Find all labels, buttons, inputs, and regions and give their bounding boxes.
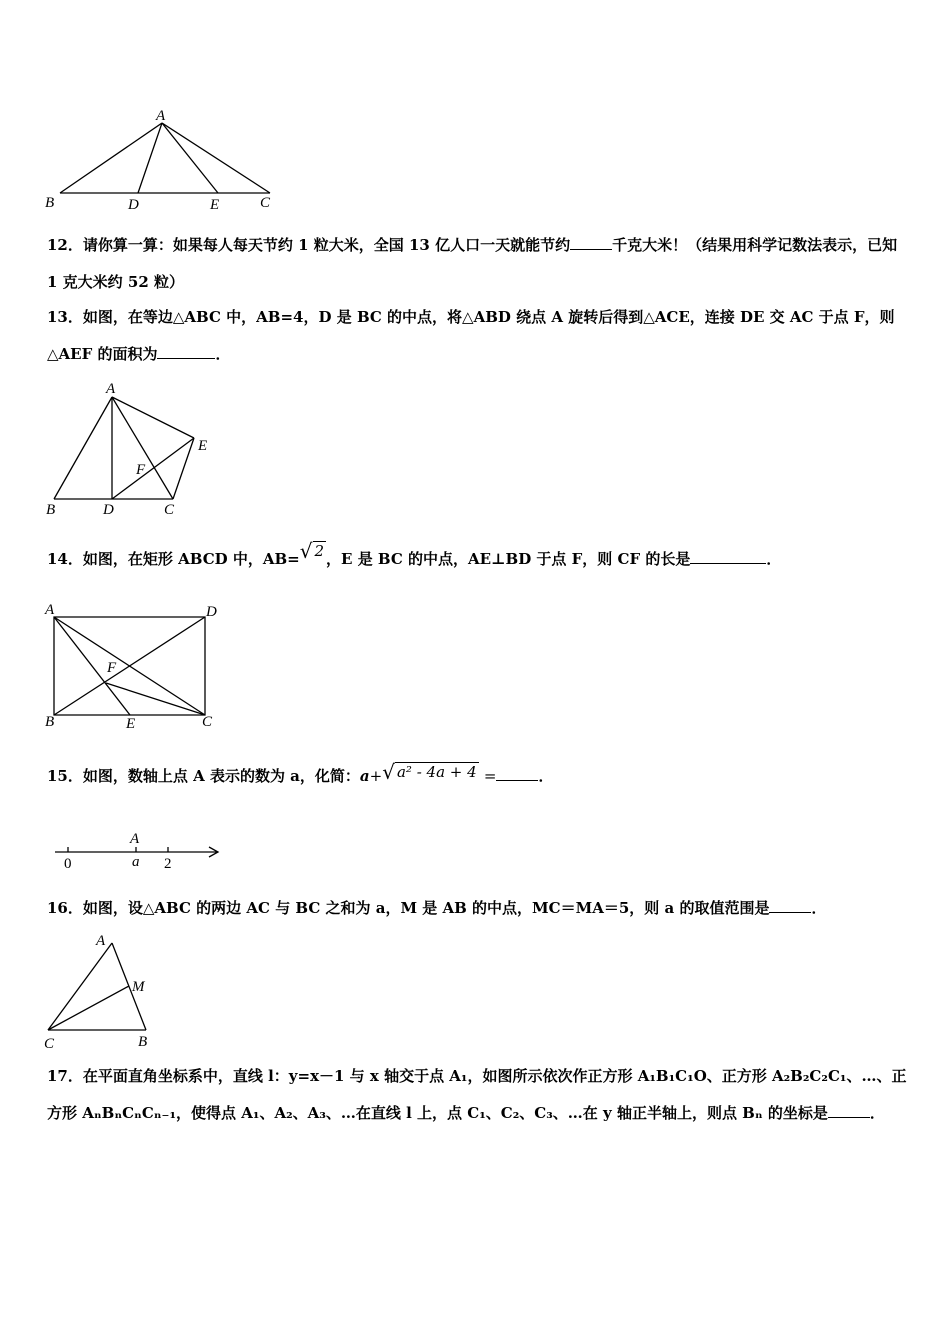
label-A: A	[96, 933, 106, 949]
label-M: M	[132, 979, 145, 995]
q16-number: 16．	[47, 899, 83, 917]
label-E: E	[126, 716, 136, 732]
label-C: C	[202, 714, 213, 730]
q14-text-3: ．	[766, 550, 782, 568]
label-F: F	[136, 462, 146, 478]
label-A: A	[45, 602, 55, 618]
q15-number: 15．	[47, 767, 83, 785]
label-A: A	[156, 108, 166, 124]
figure-triangle-abc-midpoint	[40, 928, 170, 1053]
label-B: B	[45, 714, 55, 730]
label-E: E	[198, 438, 208, 454]
label-C: C	[260, 195, 271, 211]
q13-text-1: 如图，在等边△ABC 中，AB=4，D 是 BC 的中点，将△ABD 绕点 A 旋转后得到△ACE，连接 DE 交 AC 于点 F，则△AEF 的面积为	[47, 308, 895, 363]
q14-text-1: 如图，在矩形 ABCD 中，AB=	[82, 550, 300, 568]
figure-number-line	[40, 828, 240, 878]
q17-text-2: ．	[869, 1104, 885, 1122]
question-17	[47, 1058, 907, 1132]
label-B: B	[138, 1034, 148, 1050]
label-F: F	[107, 660, 117, 676]
figure-rectangle-abcd	[40, 600, 240, 735]
q12-text-1: 请你算一算：如果每人每天节约 1 粒大米，全国 13 亿人口一天就能节约	[82, 236, 571, 254]
label-C: C	[44, 1036, 55, 1052]
expr-a: a	[359, 767, 370, 785]
q16-answer-blank[interactable]	[769, 896, 811, 913]
sqrt-two: √ 2	[299, 539, 325, 563]
label-A: A	[130, 831, 140, 847]
q14-text-2: ，E 是 BC 的中点，AE⊥BD 于点 F，则 CF 的长是	[326, 550, 691, 568]
label-two: 2	[164, 856, 172, 872]
q16-text-2: ．	[811, 899, 827, 917]
q17-answer-blank[interactable]	[828, 1101, 870, 1118]
question-15	[47, 758, 907, 795]
q15-text-1: 如图，数轴上点 A 表示的数为 a，化简：	[82, 767, 360, 785]
q17-text-1: 在平面直角坐标系中，直线 l：y=x－1 与 x 轴交于点 A₁，如图所示依次作正方形 A₁B₁C₁O、正方形 A₂B₂C₂C₁、…、正方形 AₙBₙCₙCₙ₋₁，使得点 A₁、A₂、A₃、…在直线 l 上，点 C₁、C₂、C₃、…在 y 轴正半轴上，则点 Bₙ 的坐标是	[47, 1067, 907, 1122]
label-C: C	[164, 502, 175, 518]
figure-equilateral-rotation	[40, 380, 230, 520]
q12-answer-blank[interactable]	[570, 233, 612, 250]
q13-number: 13．	[47, 308, 83, 326]
question-12	[47, 227, 907, 301]
q14-number: 14．	[47, 550, 83, 568]
label-E: E	[210, 197, 220, 213]
q17-number: 17．	[47, 1067, 83, 1085]
q15-answer-blank[interactable]	[496, 764, 538, 781]
label-A: A	[106, 381, 116, 397]
question-14	[47, 541, 907, 578]
q15-text-2: ．	[538, 767, 554, 785]
sqrt-expression: √ a² - 4a + 4	[382, 760, 477, 784]
label-B: B	[46, 502, 56, 518]
q13-text-2: ．	[215, 345, 231, 363]
question-16	[47, 890, 907, 927]
question-13	[47, 299, 907, 373]
label-D: D	[128, 197, 139, 213]
label-D: D	[103, 502, 114, 518]
q12-text-2: 千克大米！（结果用科学记数法表示，已知 1 克大米约 52 粒）	[47, 236, 898, 291]
q12-number: 12．	[47, 236, 83, 254]
label-B: B	[45, 195, 55, 211]
expr-plus: +	[369, 767, 383, 785]
q16-text-1: 如图，设△ABC 的两边 AC 与 BC 之和为 a，M 是 AB 的中点，MC＝MA＝5，则 a 的取值范围是	[82, 899, 770, 917]
label-zero: 0	[64, 856, 72, 872]
q14-answer-blank[interactable]	[690, 547, 766, 564]
figure-triangle-ade	[40, 105, 290, 215]
expr-equals: =	[483, 767, 497, 785]
q13-answer-blank[interactable]	[157, 342, 215, 359]
label-D: D	[206, 604, 217, 620]
label-a: a	[132, 854, 140, 870]
